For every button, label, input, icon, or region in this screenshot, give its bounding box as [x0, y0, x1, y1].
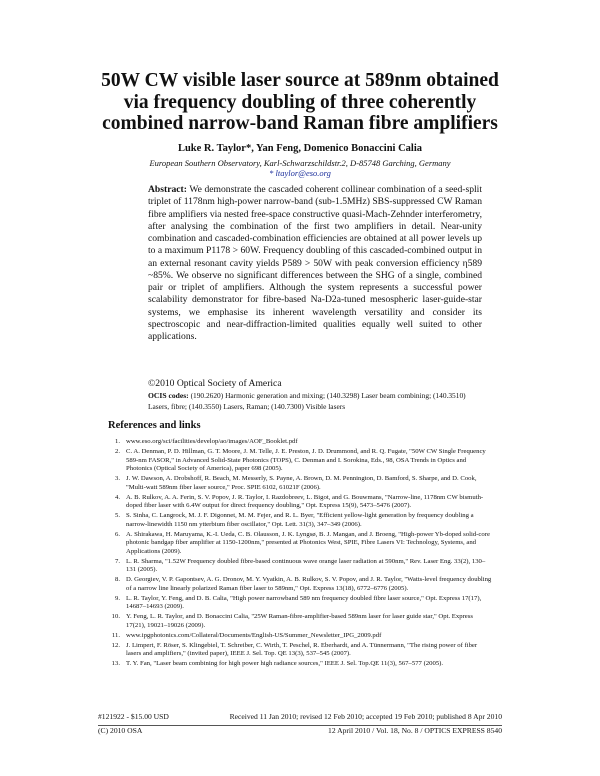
- ocis-codes: [148, 391, 482, 412]
- reference-number: 3.: [114, 475, 120, 482]
- reference-number: 5.: [114, 512, 120, 519]
- reference-number: 2.: [114, 447, 120, 455]
- reference-number: 13.: [111, 660, 120, 667]
- title-line-2: via frequency doubling of three coherently: [123, 91, 477, 113]
- copyright-notice: ©2010 Optical Society of America: [148, 378, 282, 389]
- reference-text: Y. Feng, L. R. Taylor, and D. Bonaccini Calia, "25W Raman-fibre-amplifier-based 589nm laser for laser guide star," Opt. Express 17(21), 19021–19026 (2009).: [126, 613, 473, 629]
- ocis-label: OCIS codes:: [148, 391, 189, 400]
- affiliation-text: European Southern Observatory, Karl-Schwarzschildstr.2, D-85748 Garching, Germany: [149, 158, 451, 168]
- reference-text: C. A. Denman, P. D. Hillman, G. T. Moore, J. M. Telle, J. E. Preston, J. D. Drummond, and R. Q. Fugate, "50W CW Single Frequency 589-nm FASOR," in Advanced Solid-State Photonics (TOPS), C. Denman and I. Sorokina, Eds., 98, OSA Trends in Optics and Photonics (Optical Society of America), paper 698 (2005).: [126, 447, 486, 473]
- reference-link[interactable]: www.eso.org/sci/facilities/develop/ao/images/AOF_Booklet.pdf: [126, 438, 298, 445]
- reference-link[interactable]: www.ipgphotonics.com/Collateral/Documents/English-US/Summer_Newsletter_IPG_2009.pdf: [126, 631, 382, 639]
- page-footer: [98, 712, 502, 736]
- abstract-label: Abstract:: [148, 184, 187, 195]
- footer-copyright: (C) 2010 OSA: [98, 725, 143, 735]
- reference-text: L. R. Taylor, Y. Feng, and D. B. Calia, "High power narrowband 589 nm frequency doubled fibre laser source," Opt. Express 17(17), 14687–14693 (2009).: [126, 594, 482, 611]
- reference-item: [108, 660, 492, 669]
- reference-number: 6.: [114, 530, 120, 538]
- reference-text: D. Georgiev, V. P. Gapontsev, A. G. Dronov, M. Y. Vyatkin, A. B. Rulkov, S. V. Popov, and J. R. Taylor, "Watts-level frequency doubling of a narrow line linearly polarized Raman fiber laser to 589nm," Opt. Express 13(18), 6772–6776 (2005).: [126, 576, 492, 592]
- reference-text: L. R. Sharma, "1.52W Frequency doubled fibre-based continuous wave orange laser radiation at 590nm," Rev. Laser Eng. 33(2), 130–131 (2005).: [126, 557, 486, 574]
- reference-item: [108, 632, 492, 641]
- article-price: #121922 - $15.00 USD: [98, 712, 169, 721]
- title-line-3: combined narrow-band Raman fibre amplifiers: [102, 113, 498, 134]
- reference-item: [108, 558, 492, 575]
- ocis-text: (190.2620) Harmonic generation and mixing; (140.3298) Laser beam combining; (140.3510) Lasers, fibre; (140.3550) Lasers, Raman; (140.7300) Visible lasers: [148, 391, 466, 411]
- reference-item: [108, 512, 492, 529]
- author-list: Luke R. Taylor*, Yan Feng, Domenico Bonaccini Calia: [177, 143, 423, 154]
- reference-item: [108, 494, 492, 511]
- author-email-link[interactable]: * ltaylor@eso.org: [269, 168, 331, 178]
- reference-text: T. Y. Fan, "Laser beam combining for high power high radiance sources," IEEE J. Sel. Top.QE 11(3), 567–577 (2005).: [126, 660, 444, 667]
- reference-number: 9.: [114, 594, 120, 602]
- reference-number: 12.: [111, 641, 120, 649]
- reference-item: [108, 595, 492, 612]
- reference-number: 8.: [114, 576, 120, 584]
- publication-history: Received 11 Jan 2010; revised 12 Feb 2010; accepted 19 Feb 2010; published 8 Apr 2010: [229, 712, 502, 721]
- reference-text: A. B. Rulkov, A. A. Ferin, S. V. Popov, J. R. Taylor, I. Razdobreev, L. Bigot, and G. Bouwmans, "Narrow-line, 1178nm CW bismuth-doped fiber laser with 6.4W output for direct frequency doubling," Opt. Express 15(9), 5473–5476 (2007).: [126, 493, 484, 510]
- reference-number: 7.: [114, 557, 120, 565]
- reference-number: 4.: [114, 493, 120, 501]
- reference-item: [108, 642, 492, 659]
- reference-number: 1.: [114, 438, 120, 445]
- reference-item: [108, 576, 492, 593]
- footer-row-1: [98, 712, 502, 723]
- reference-number: 11.: [111, 631, 120, 639]
- reference-item: [108, 475, 492, 492]
- reference-item: [108, 448, 492, 474]
- affiliation: [70, 158, 530, 178]
- references-heading: References and links: [108, 420, 201, 431]
- reference-text: J. W. Dawson, A. Drobshoff, R. Beach, M. Messerly, S. Payne, A. Brown, D. M. Pennington, D. Bamford, S. Sharpe, and D. Cook, "Multi-watt 589nm fiber laser source," Proc. SPIE 6102, 61021F (2006).: [126, 475, 477, 491]
- journal-citation: 12 April 2010 / Vol. 18, No. 8 / OPTICS EXPRESS 8540: [328, 725, 502, 735]
- reference-item: [108, 613, 492, 630]
- abstract-text: We demonstrate the cascaded coherent collinear combination of a seed-split triplet of 1178nm high-power narrow-band (sub-1.5MHz) SBS-suppressed CW Raman fibre amplifiers via nested free-space constructive quasi-Mach-Zehnder interferometry, after analysing the combination of the first two amplifiers in detail. Near-unity combination and cascaded-combination efficiencies are obtained at all power levels up to a maximum P1178 > 60W. Frequency doubling of this cascaded-combined output in an external resonant cavity yields P589 > 50W with peak conversion efficiency η589 ~85%. We observe no significant differences between the SHG of a single, combined pair or triplet of amplifiers. Although the system represents a successful power scalability demonstrator for fibre-based Na-D2a-tuned mesospheric laser-guide-star systems, we emphasise its inherent wavelength versatility and consider its spectroscopic and near-diffraction-limited qualities equally well suited to other applications.: [148, 184, 482, 342]
- reference-item: [108, 531, 492, 557]
- reference-list: [108, 438, 492, 670]
- reference-item: [108, 438, 492, 447]
- footer-row-2: [98, 726, 502, 737]
- reference-text: J. Limpert, F. Röser, S. Klingebiel, T. Schreiber, C. Wirth, T. Peschel, R. Eberhardt, and A. Tünnermann, "The rising power of fiber lasers and amplifiers," (invited paper), IEEE J. Sel. Top. QE 13(3), 537–545 (2007).: [126, 641, 478, 658]
- abstract: [148, 184, 482, 343]
- reference-number: 10.: [111, 613, 120, 621]
- reference-text: A. Shirakawa, H. Maruyama, K.-I. Ueda, C. B. Olausson, J. K. Lyngsø, B. J. Mangan, and J. Broeng, "High-power Yb-doped solid-core photonic bandgap fiber amplifier at 1150-1200nm," presented at Photonics West, SPIE, Fibre Lasers VI: Technology, Systems, and Applications (2009).: [126, 530, 490, 555]
- paper-title: [70, 70, 530, 135]
- title-line-1: 50W CW visible laser source at 589nm obtained: [101, 70, 499, 91]
- reference-text: S. Sinha, C. Langrock, M. J. F. Digonnet, M. M. Fejer, and R. L. Byer, "Efficient yellow-light generation by frequency doubling a narrow-linewidth 1150 nm ytterbium fiber oscillator," Opt. Lett. 31(3), 347–349 (2006).: [126, 512, 474, 528]
